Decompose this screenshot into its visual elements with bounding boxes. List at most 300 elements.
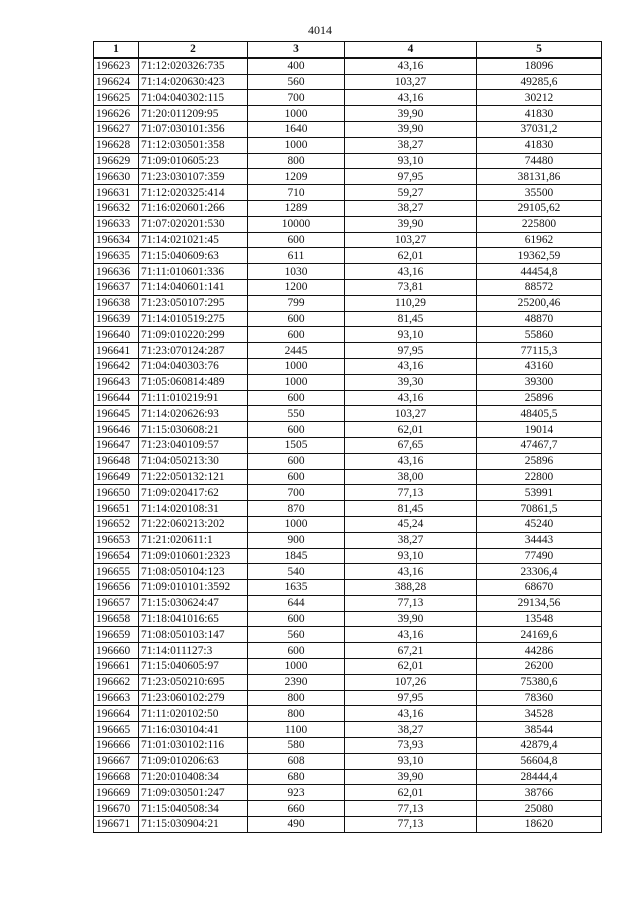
table-row	[94, 595, 602, 611]
table-cell: 93,10	[345, 153, 477, 169]
table-cell: 75380,6	[477, 674, 602, 690]
table-cell: 1289	[248, 200, 345, 216]
table-cell: 71:12:020325:414	[139, 185, 248, 201]
table-cell: 71:14:020626:93	[139, 406, 248, 422]
table-cell: 73,81	[345, 279, 477, 295]
table-cell: 580	[248, 738, 345, 754]
table-cell: 39,30	[345, 374, 477, 390]
table-cell: 1505	[248, 437, 345, 453]
table-row	[94, 769, 602, 785]
table-row	[94, 58, 602, 74]
table-cell: 1000	[248, 358, 345, 374]
table-cell: 73,93	[345, 738, 477, 754]
table-cell: 196657	[94, 595, 139, 611]
table-cell: 71:01:030102:116	[139, 738, 248, 754]
table-row	[94, 106, 602, 122]
table-cell: 77490	[477, 548, 602, 564]
table-cell: 196655	[94, 564, 139, 580]
table-cell: 43,16	[345, 706, 477, 722]
table-cell: 18096	[477, 58, 602, 74]
table-row	[94, 706, 602, 722]
table-cell: 19014	[477, 422, 602, 438]
table-cell: 600	[248, 327, 345, 343]
table-cell: 196623	[94, 58, 139, 74]
table-row	[94, 643, 602, 659]
table-cell: 611	[248, 248, 345, 264]
table-cell: 39,90	[345, 216, 477, 232]
table-cell: 196665	[94, 722, 139, 738]
table-cell: 71:14:020108:31	[139, 501, 248, 517]
table-row	[94, 232, 602, 248]
table-cell: 196656	[94, 580, 139, 596]
table-cell: 1845	[248, 548, 345, 564]
table-cell: 196628	[94, 137, 139, 153]
table-row	[94, 327, 602, 343]
table-cell: 196650	[94, 485, 139, 501]
table-cell: 71:09:010206:63	[139, 753, 248, 769]
table-row	[94, 453, 602, 469]
table-cell: 41830	[477, 106, 602, 122]
table-cell: 62,01	[345, 659, 477, 675]
table-cell: 103,27	[345, 232, 477, 248]
table-cell: 700	[248, 485, 345, 501]
table-cell: 71:23:040109:57	[139, 437, 248, 453]
table-cell: 67,21	[345, 643, 477, 659]
table-cell: 71:08:050103:147	[139, 627, 248, 643]
table-cell: 196625	[94, 90, 139, 106]
table-row	[94, 722, 602, 738]
table-cell: 97,95	[345, 343, 477, 359]
table-cell: 71:09:030501:247	[139, 785, 248, 801]
table-cell: 196630	[94, 169, 139, 185]
table-row	[94, 74, 602, 90]
table-cell: 1000	[248, 137, 345, 153]
table-row	[94, 422, 602, 438]
header-row	[94, 42, 602, 58]
table-cell: 38766	[477, 785, 602, 801]
table-cell: 71:23:050210:695	[139, 674, 248, 690]
table-cell: 43,16	[345, 264, 477, 280]
table-row	[94, 485, 602, 501]
table-cell: 71:23:060102:279	[139, 690, 248, 706]
table-row	[94, 674, 602, 690]
table-cell: 550	[248, 406, 345, 422]
table-cell: 1100	[248, 722, 345, 738]
table-cell: 196633	[94, 216, 139, 232]
table-cell: 71:20:011209:95	[139, 106, 248, 122]
table-row	[94, 200, 602, 216]
table-cell: 77115,3	[477, 343, 602, 359]
table-row	[94, 690, 602, 706]
table-cell: 196632	[94, 200, 139, 216]
table-cell: 56604,8	[477, 753, 602, 769]
table-cell: 196662	[94, 674, 139, 690]
table-cell: 18620	[477, 817, 602, 833]
table-cell: 71:15:030608:21	[139, 422, 248, 438]
table-row	[94, 659, 602, 675]
table-cell: 196652	[94, 516, 139, 532]
table-cell: 55860	[477, 327, 602, 343]
table-cell: 196664	[94, 706, 139, 722]
table-cell: 71:15:040609:63	[139, 248, 248, 264]
table-cell: 71:14:010519:275	[139, 311, 248, 327]
table-row	[94, 580, 602, 596]
table-cell: 600	[248, 469, 345, 485]
table-cell: 196666	[94, 738, 139, 754]
table-row	[94, 153, 602, 169]
table-cell: 62,01	[345, 248, 477, 264]
table-cell: 196641	[94, 343, 139, 359]
table-cell: 71:16:020601:266	[139, 200, 248, 216]
table-cell: 81,45	[345, 501, 477, 517]
table-row	[94, 406, 602, 422]
table-cell: 388,28	[345, 580, 477, 596]
table-cell: 196654	[94, 548, 139, 564]
table-row	[94, 279, 602, 295]
table-cell: 71:16:030104:41	[139, 722, 248, 738]
table-cell: 196645	[94, 406, 139, 422]
table-cell: 34443	[477, 532, 602, 548]
table-row	[94, 501, 602, 517]
table-cell: 38,00	[345, 469, 477, 485]
table-row	[94, 90, 602, 106]
table-cell: 196624	[94, 74, 139, 90]
table-cell: 71:12:030501:358	[139, 137, 248, 153]
table-cell: 77,13	[345, 595, 477, 611]
table-cell: 71:22:060213:202	[139, 516, 248, 532]
table-row	[94, 817, 602, 833]
table-row	[94, 753, 602, 769]
table-body	[94, 58, 602, 833]
column-header-3: 3	[248, 42, 345, 58]
table-row	[94, 248, 602, 264]
table-cell: 97,95	[345, 690, 477, 706]
table-cell: 71:09:010101:3592	[139, 580, 248, 596]
table-cell: 43160	[477, 358, 602, 374]
table-cell: 71:18:041016:65	[139, 611, 248, 627]
table-row	[94, 295, 602, 311]
table-cell: 196626	[94, 106, 139, 122]
table-cell: 71:15:040605:97	[139, 659, 248, 675]
table-cell: 43,16	[345, 358, 477, 374]
table-cell: 42879,4	[477, 738, 602, 754]
table-cell: 196651	[94, 501, 139, 517]
table-cell: 600	[248, 422, 345, 438]
table-cell: 23306,4	[477, 564, 602, 580]
table-cell: 225800	[477, 216, 602, 232]
table-cell: 1209	[248, 169, 345, 185]
table-cell: 196634	[94, 232, 139, 248]
table-cell: 71:23:070124:287	[139, 343, 248, 359]
table-cell: 196658	[94, 611, 139, 627]
table-cell: 24169,6	[477, 627, 602, 643]
table-cell: 71:15:030904:21	[139, 817, 248, 833]
table-cell: 600	[248, 643, 345, 659]
table-cell: 71:07:030101:356	[139, 121, 248, 137]
table-cell: 1200	[248, 279, 345, 295]
table-cell: 110,29	[345, 295, 477, 311]
table-cell: 600	[248, 453, 345, 469]
table-cell: 41830	[477, 137, 602, 153]
table-cell: 1000	[248, 659, 345, 675]
table-cell: 19362,59	[477, 248, 602, 264]
table-cell: 43,16	[345, 58, 477, 74]
table-cell: 103,27	[345, 74, 477, 90]
column-header-2: 2	[139, 42, 248, 58]
table-cell: 71:20:010408:34	[139, 769, 248, 785]
table-cell: 71:09:010601:2323	[139, 548, 248, 564]
table-cell: 923	[248, 785, 345, 801]
table-row	[94, 343, 602, 359]
table-cell: 71:05:060814:489	[139, 374, 248, 390]
table-cell: 61962	[477, 232, 602, 248]
table-cell: 196661	[94, 659, 139, 675]
table-cell: 29134,56	[477, 595, 602, 611]
table-cell: 1030	[248, 264, 345, 280]
table-cell: 43,16	[345, 453, 477, 469]
table-cell: 43,16	[345, 627, 477, 643]
table-cell: 71:04:040302:115	[139, 90, 248, 106]
table-row	[94, 469, 602, 485]
table-cell: 81,45	[345, 311, 477, 327]
table-cell: 62,01	[345, 422, 477, 438]
table-cell: 29105,62	[477, 200, 602, 216]
table-cell: 71:23:030107:359	[139, 169, 248, 185]
table-cell: 608	[248, 753, 345, 769]
table-cell: 97,95	[345, 169, 477, 185]
table-cell: 196659	[94, 627, 139, 643]
table-cell: 710	[248, 185, 345, 201]
table-cell: 77,13	[345, 485, 477, 501]
table-cell: 196643	[94, 374, 139, 390]
table-cell: 71:21:020611:1	[139, 532, 248, 548]
table-cell: 77,13	[345, 801, 477, 817]
table-cell: 43,16	[345, 390, 477, 406]
table-row	[94, 516, 602, 532]
table-row	[94, 532, 602, 548]
table-row	[94, 358, 602, 374]
table-cell: 28444,4	[477, 769, 602, 785]
table-row	[94, 627, 602, 643]
table-cell: 107,26	[345, 674, 477, 690]
table-cell: 25896	[477, 453, 602, 469]
table-cell: 196636	[94, 264, 139, 280]
table-cell: 196667	[94, 753, 139, 769]
table-cell: 39,90	[345, 121, 477, 137]
table-cell: 660	[248, 801, 345, 817]
table-cell: 196631	[94, 185, 139, 201]
table-cell: 71:15:040508:34	[139, 801, 248, 817]
table-cell: 196627	[94, 121, 139, 137]
table-cell: 71:14:021021:45	[139, 232, 248, 248]
table-cell: 53991	[477, 485, 602, 501]
table-cell: 196671	[94, 817, 139, 833]
table-cell: 39,90	[345, 769, 477, 785]
table-cell: 560	[248, 627, 345, 643]
table-cell: 196637	[94, 279, 139, 295]
table-cell: 71:04:040303:76	[139, 358, 248, 374]
table-cell: 71:11:010219:91	[139, 390, 248, 406]
table-cell: 196640	[94, 327, 139, 343]
table-row	[94, 121, 602, 137]
table-cell: 400	[248, 58, 345, 74]
table-row	[94, 185, 602, 201]
table-cell: 900	[248, 532, 345, 548]
table-cell: 196638	[94, 295, 139, 311]
table-cell: 71:09:010605:23	[139, 153, 248, 169]
table-cell: 71:04:050213:30	[139, 453, 248, 469]
page-number: 4014	[308, 23, 332, 37]
table-cell: 1000	[248, 516, 345, 532]
table-cell: 196644	[94, 390, 139, 406]
table-cell: 37031,2	[477, 121, 602, 137]
table-cell: 799	[248, 295, 345, 311]
table-cell: 196663	[94, 690, 139, 706]
table-cell: 39,90	[345, 611, 477, 627]
table-cell: 560	[248, 74, 345, 90]
table-cell: 78360	[477, 690, 602, 706]
table-cell: 196660	[94, 643, 139, 659]
table-row	[94, 390, 602, 406]
column-header-5: 5	[477, 42, 602, 58]
table-cell: 34528	[477, 706, 602, 722]
table-cell: 196629	[94, 153, 139, 169]
table-cell: 39,90	[345, 106, 477, 122]
table-row	[94, 801, 602, 817]
table-cell: 2390	[248, 674, 345, 690]
table-cell: 74480	[477, 153, 602, 169]
table-header	[94, 42, 602, 58]
table-cell: 71:14:011127:3	[139, 643, 248, 659]
table-cell: 1635	[248, 580, 345, 596]
table-cell: 47467,7	[477, 437, 602, 453]
table-cell: 70861,5	[477, 501, 602, 517]
table-row	[94, 169, 602, 185]
table-cell: 68670	[477, 580, 602, 596]
table-cell: 700	[248, 90, 345, 106]
table-cell: 25080	[477, 801, 602, 817]
table-cell: 38131,86	[477, 169, 602, 185]
table-cell: 38,27	[345, 722, 477, 738]
table-cell: 30212	[477, 90, 602, 106]
table-cell: 600	[248, 390, 345, 406]
table-cell: 44286	[477, 643, 602, 659]
column-header-4: 4	[345, 42, 477, 58]
table-row	[94, 216, 602, 232]
table-cell: 71:09:010220:299	[139, 327, 248, 343]
table-cell: 71:11:010601:336	[139, 264, 248, 280]
table-row	[94, 738, 602, 754]
table-cell: 93,10	[345, 753, 477, 769]
table-cell: 43,16	[345, 90, 477, 106]
table-cell: 800	[248, 690, 345, 706]
table-cell: 103,27	[345, 406, 477, 422]
table-cell: 71:14:040601:141	[139, 279, 248, 295]
table-row	[94, 564, 602, 580]
table-cell: 196648	[94, 453, 139, 469]
table-cell: 196639	[94, 311, 139, 327]
table-cell: 38544	[477, 722, 602, 738]
table-cell: 196649	[94, 469, 139, 485]
table-cell: 93,10	[345, 548, 477, 564]
table-cell: 13548	[477, 611, 602, 627]
table-cell: 71:15:030624:47	[139, 595, 248, 611]
table-cell: 1640	[248, 121, 345, 137]
table-cell: 48405,5	[477, 406, 602, 422]
table-cell: 196635	[94, 248, 139, 264]
table-cell: 45,24	[345, 516, 477, 532]
table-cell: 25896	[477, 390, 602, 406]
table-row	[94, 611, 602, 627]
table-cell: 540	[248, 564, 345, 580]
table-cell: 196646	[94, 422, 139, 438]
column-header-1: 1	[94, 42, 139, 58]
table-cell: 600	[248, 232, 345, 248]
table-cell: 77,13	[345, 817, 477, 833]
table-cell: 870	[248, 501, 345, 517]
table-cell: 71:09:020417:62	[139, 485, 248, 501]
table-cell: 93,10	[345, 327, 477, 343]
table-cell: 600	[248, 611, 345, 627]
table-cell: 71:11:020102:50	[139, 706, 248, 722]
table-cell: 62,01	[345, 785, 477, 801]
data-table	[93, 41, 602, 833]
table-cell: 71:12:020326:735	[139, 58, 248, 74]
table-row	[94, 374, 602, 390]
table-cell: 196653	[94, 532, 139, 548]
table-cell: 38,27	[345, 137, 477, 153]
table-cell: 644	[248, 595, 345, 611]
table-cell: 49285,6	[477, 74, 602, 90]
table-cell: 71:07:020201:530	[139, 216, 248, 232]
table-cell: 43,16	[345, 564, 477, 580]
table-cell: 38,27	[345, 200, 477, 216]
table-cell: 2445	[248, 343, 345, 359]
table-cell: 1000	[248, 374, 345, 390]
table-cell: 88572	[477, 279, 602, 295]
table-cell: 490	[248, 817, 345, 833]
table-cell: 800	[248, 153, 345, 169]
table-cell: 45240	[477, 516, 602, 532]
table-cell: 71:14:020630:423	[139, 74, 248, 90]
table-row	[94, 548, 602, 564]
table-cell: 71:23:050107:295	[139, 295, 248, 311]
table-cell: 44454,8	[477, 264, 602, 280]
table-row	[94, 311, 602, 327]
table-cell: 35500	[477, 185, 602, 201]
table-cell: 600	[248, 311, 345, 327]
table-row	[94, 785, 602, 801]
table-cell: 680	[248, 769, 345, 785]
table-cell: 25200,46	[477, 295, 602, 311]
table-cell: 48870	[477, 311, 602, 327]
table-row	[94, 437, 602, 453]
table-cell: 67,65	[345, 437, 477, 453]
table-cell: 26200	[477, 659, 602, 675]
table-cell: 196642	[94, 358, 139, 374]
table-cell: 800	[248, 706, 345, 722]
table-cell: 196669	[94, 785, 139, 801]
table-row	[94, 264, 602, 280]
table-cell: 39300	[477, 374, 602, 390]
table-cell: 71:08:050104:123	[139, 564, 248, 580]
table-cell: 71:22:050132:121	[139, 469, 248, 485]
table-cell: 196670	[94, 801, 139, 817]
table-cell: 1000	[248, 106, 345, 122]
table-cell: 196668	[94, 769, 139, 785]
table-cell: 38,27	[345, 532, 477, 548]
table-cell: 59,27	[345, 185, 477, 201]
